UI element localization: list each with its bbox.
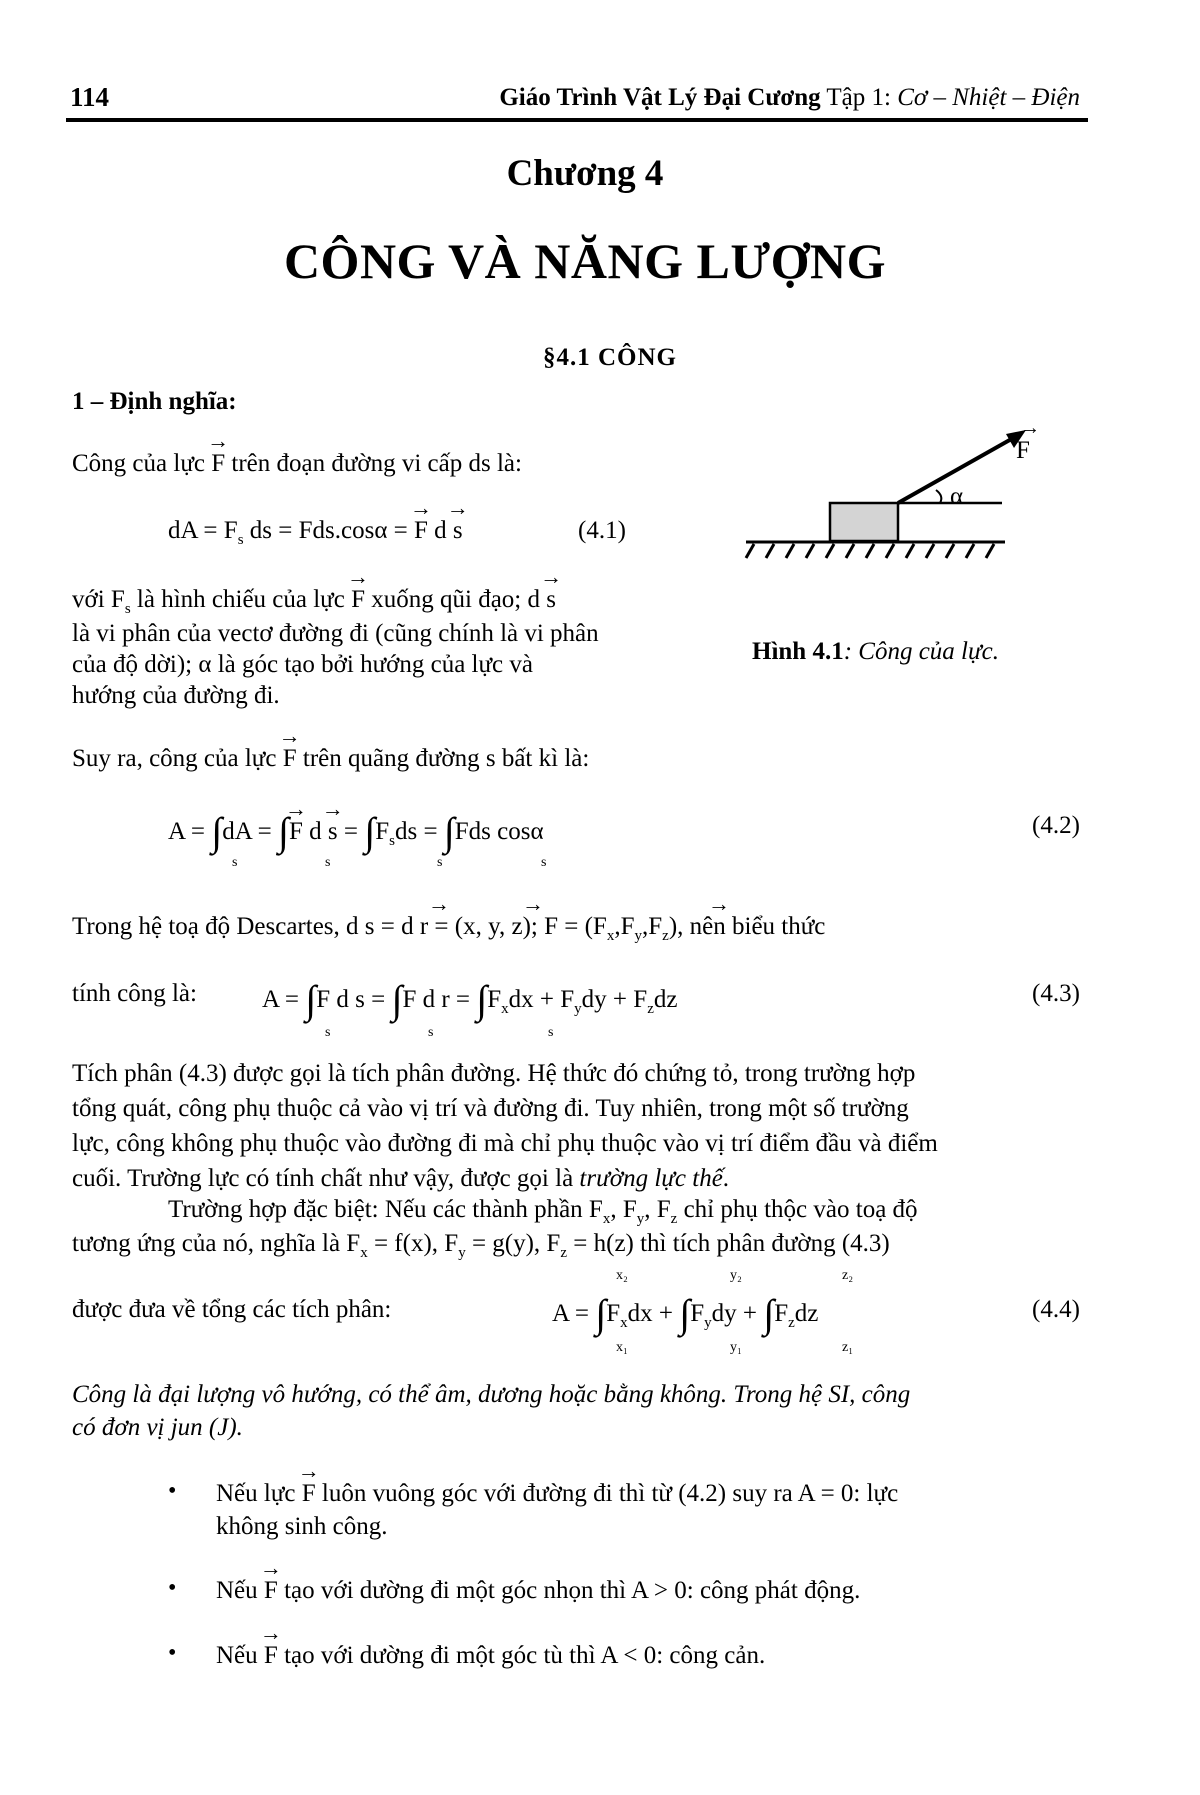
text: , F [610, 1196, 637, 1223]
vector-arrow: → [522, 891, 544, 916]
eq-part: dA = [222, 818, 279, 845]
text: tạo với dường đi một góc tù thì A < 0: công cản. [277, 1642, 766, 1669]
text: ,F [642, 913, 663, 940]
sub: s [124, 601, 131, 617]
bullet-marker: • [168, 1640, 177, 1666]
equation-4-2: A = ∫dA = ∫→ F $d \to s = \int F_sds = \int Fds$ cosα [168, 808, 544, 855]
limit-s: s [428, 1025, 434, 1040]
limit-s: s [325, 1025, 331, 1040]
sub: z [670, 1211, 678, 1227]
special-case-line [72, 1230, 890, 1262]
angle-arc [936, 490, 941, 503]
page-number: 114 [70, 82, 110, 112]
equation-number: (4.1) [578, 517, 626, 544]
text: với F [72, 586, 125, 613]
text: lực, công không phụ thuộc vào đường đi mà chỉ phụ thuộc vào vị trí điểm đầu và điểm [72, 1130, 938, 1157]
paragraph-line-integral [72, 1056, 1090, 1196]
text: là vi phân của vectơ đường đi (cũng chính là vi phân [72, 620, 599, 647]
text: hướng của đường đi. [72, 682, 280, 709]
text: trên quãng đường s bất kì là: [296, 745, 590, 772]
eq-sub: y [704, 1315, 712, 1331]
eq-part: F [606, 1300, 621, 1327]
sub: z [560, 1245, 568, 1261]
integral-sign: ∫ [305, 977, 317, 1022]
text: là hình chiếu của lực [130, 586, 352, 613]
eq-part: A = [168, 818, 212, 845]
limit-s: s [325, 855, 331, 870]
text: Suy ra, công của lực [72, 745, 283, 772]
eq-sub: z [788, 1315, 795, 1331]
text: ), nên biểu thức [668, 913, 826, 940]
force-label: F [1016, 437, 1030, 464]
limit-s: s [437, 855, 443, 870]
sub: x [602, 1211, 611, 1227]
caption-label: Hình 4.1 [752, 638, 844, 665]
text: Công của lực [72, 450, 212, 477]
equation-4-1 [168, 517, 463, 549]
note-paragraph [72, 1378, 1090, 1444]
general-line [72, 745, 589, 773]
eq-part: dz [794, 1300, 819, 1327]
caption-text: : Công của lực. [843, 638, 999, 665]
eq-sub: s [389, 833, 395, 849]
equation-4-4 [552, 1290, 818, 1337]
integral-sign: ∫ [278, 809, 289, 854]
text: = f(x), F [367, 1230, 459, 1257]
text: chỉ phụ thộc vào toạ độ [677, 1196, 918, 1223]
vector-F: → F [211, 450, 225, 478]
bullet-item [216, 1577, 860, 1605]
integral-sign: ∫ [391, 977, 403, 1022]
text: = g(y), F [465, 1230, 561, 1257]
text: cuối. Trường lực có tính chất như vậy, được gọi là [72, 1165, 580, 1192]
text: tổng quát, công phụ thuộc cả vào vị trí và đường đi. Tuy nhiên, trong một số trường [72, 1095, 909, 1122]
definition-line [72, 450, 522, 478]
eq-part: dA = F [168, 517, 238, 544]
eq-part: dz [653, 986, 678, 1013]
lower-limit: y₁ [730, 1340, 742, 1355]
integral-sign: ∫ [443, 809, 455, 854]
bullet-marker: • [168, 1575, 177, 1601]
limit-s: s [548, 1025, 554, 1040]
text: trên đoạn đường vi cấp ds là: [225, 450, 522, 477]
eq-part: dx + F [508, 986, 575, 1013]
upper-limit: x₂ [616, 1268, 628, 1283]
vector-s: → s [453, 517, 463, 545]
lower-limit: z₁ [842, 1340, 854, 1355]
equation-number: (4.4) [1032, 1296, 1080, 1323]
chapter-label: Chương 4 [506, 153, 664, 194]
block [830, 503, 898, 541]
text: Trường hợp đặc biệt: Nếu các thành phần F [168, 1196, 603, 1223]
vector-F: → F [264, 1577, 278, 1605]
volume-label: Tập 1: [820, 84, 898, 111]
ground-hatching [746, 544, 994, 558]
eq-part: F d s = [316, 986, 392, 1013]
vector-s: → s [546, 586, 556, 614]
sub: x [360, 1245, 368, 1261]
eq-part: F [690, 1300, 705, 1327]
sub: z [662, 928, 669, 944]
explain-line [72, 586, 556, 618]
equation-number: (4.2) [1032, 812, 1080, 839]
explain-paragraph [72, 618, 692, 711]
vector-F: → F [414, 517, 428, 545]
eq-part: Fds cosα [454, 818, 544, 845]
text: xuống qũi đạo; d [365, 586, 547, 613]
text: = h(z) thì tích phân đường (4.3) [567, 1230, 890, 1257]
limit-s: s [232, 855, 238, 870]
eq-part: A = [552, 1300, 596, 1327]
figure-caption [752, 638, 999, 666]
text: . [722, 1165, 730, 1192]
lower-limit: x₁ [616, 1340, 628, 1355]
text: Nếu [216, 1642, 264, 1669]
eq-part: dy + [711, 1300, 764, 1327]
book-title: Giáo Trình Vật Lý Đại Cương [499, 84, 821, 111]
vector-F: → F [302, 1480, 316, 1508]
text: Nếu lực [216, 1480, 302, 1507]
integral-sign: ∫ [595, 1291, 607, 1336]
bullet-marker: • [168, 1478, 177, 1504]
eq-part: F [774, 1300, 789, 1327]
upper-limit: z₂ [842, 1268, 854, 1283]
header-rule [66, 118, 1088, 122]
eq-part: A = [262, 986, 306, 1013]
text: Tích phân (4.3) được gọi là tích phân đường. Hệ thức đó chứng tỏ, trong trường hợp [72, 1060, 916, 1087]
subheading: 1 – Định nghĩa: [72, 388, 237, 415]
bullet-item [216, 1642, 765, 1670]
eq-sub: x [501, 1001, 509, 1017]
text: của độ dời); α là góc tạo bởi hướng của lực và [72, 651, 533, 678]
text: d s = d r = (x, y, z); F = (F [346, 913, 607, 940]
bullet-item [216, 1480, 898, 1508]
sub: x [606, 928, 615, 944]
term-conservative-field: trường lực thế [579, 1165, 723, 1192]
integral-sign: ∫ [763, 1291, 775, 1336]
text: tương ứng của nó, nghĩa là F [72, 1230, 361, 1257]
vector-F: → F [351, 586, 365, 614]
text: Trong hệ toạ độ Descartes, [72, 913, 347, 940]
work-formula-label: tính công là: [72, 980, 197, 1007]
chapter-title: CÔNG VÀ NĂNG LƯỢNG [283, 233, 887, 289]
eq-part: ds = [394, 818, 444, 845]
eq-part: d [427, 517, 453, 544]
force-on-block-figure [740, 420, 1040, 620]
angle-label: α [950, 483, 964, 510]
sub: y [636, 1211, 645, 1227]
text: ,F [614, 913, 635, 940]
eq-sub: s [237, 532, 244, 548]
eq-part: F d r = [402, 986, 477, 1013]
text: tạo với dường đi một góc nhọn thì A > 0: công phát động. [277, 1577, 861, 1604]
section-title: §4.1 CÔNG [543, 344, 677, 371]
eq-part: dy + F [581, 986, 648, 1013]
integral-sign: ∫ [679, 1291, 691, 1336]
upper-limit: y₂ [730, 1268, 742, 1283]
volume-subject: Cơ – Nhiệt – Điện [897, 84, 1080, 111]
force-vector-arrow: → [1020, 420, 1040, 439]
vector-F: → F [283, 745, 297, 773]
running-header [499, 84, 1080, 112]
sum-of-integrals-label: được đưa về tổng các tích phân: [72, 1296, 392, 1323]
special-case-line [168, 1196, 918, 1228]
sub: y [458, 1245, 466, 1261]
eq-part: ds = Fds.cosα = [243, 517, 415, 544]
bullet-item-continued: không sinh công. [216, 1513, 388, 1540]
text: , F [644, 1196, 671, 1223]
vector-arrow: → [428, 891, 450, 916]
eq-sub: y [574, 1001, 582, 1017]
equation-4-3 [262, 976, 677, 1023]
limit-s: s [541, 855, 547, 870]
eq-part: dx + [627, 1300, 680, 1327]
vector-F: → F [264, 1642, 278, 1670]
text: Công là đại lượng vô hướng, có thể âm, dương hoặc bằng không. Trong hệ SI, công [72, 1381, 911, 1408]
integral-sign: ∫ [476, 977, 488, 1022]
eq-part: F [487, 986, 502, 1013]
vector-s: → s [328, 818, 338, 846]
eq-sub: x [620, 1315, 628, 1331]
eq-part: F [375, 818, 390, 845]
eq-sub: z [647, 1001, 654, 1017]
vector-F: → F [289, 818, 303, 846]
text: luôn vuông góc với đường đi thì từ (4.2) suy ra A = 0: lực [315, 1480, 899, 1507]
text: có đơn vị jun (J). [72, 1414, 243, 1441]
descartes-line [72, 913, 825, 945]
vector-arrow: → [708, 891, 730, 916]
text: Nếu [216, 1577, 264, 1604]
sub: y [634, 928, 642, 944]
equation-number: (4.3) [1032, 980, 1080, 1007]
integral-sign: ∫ [211, 809, 223, 854]
integral-sign: ∫ [364, 809, 376, 854]
